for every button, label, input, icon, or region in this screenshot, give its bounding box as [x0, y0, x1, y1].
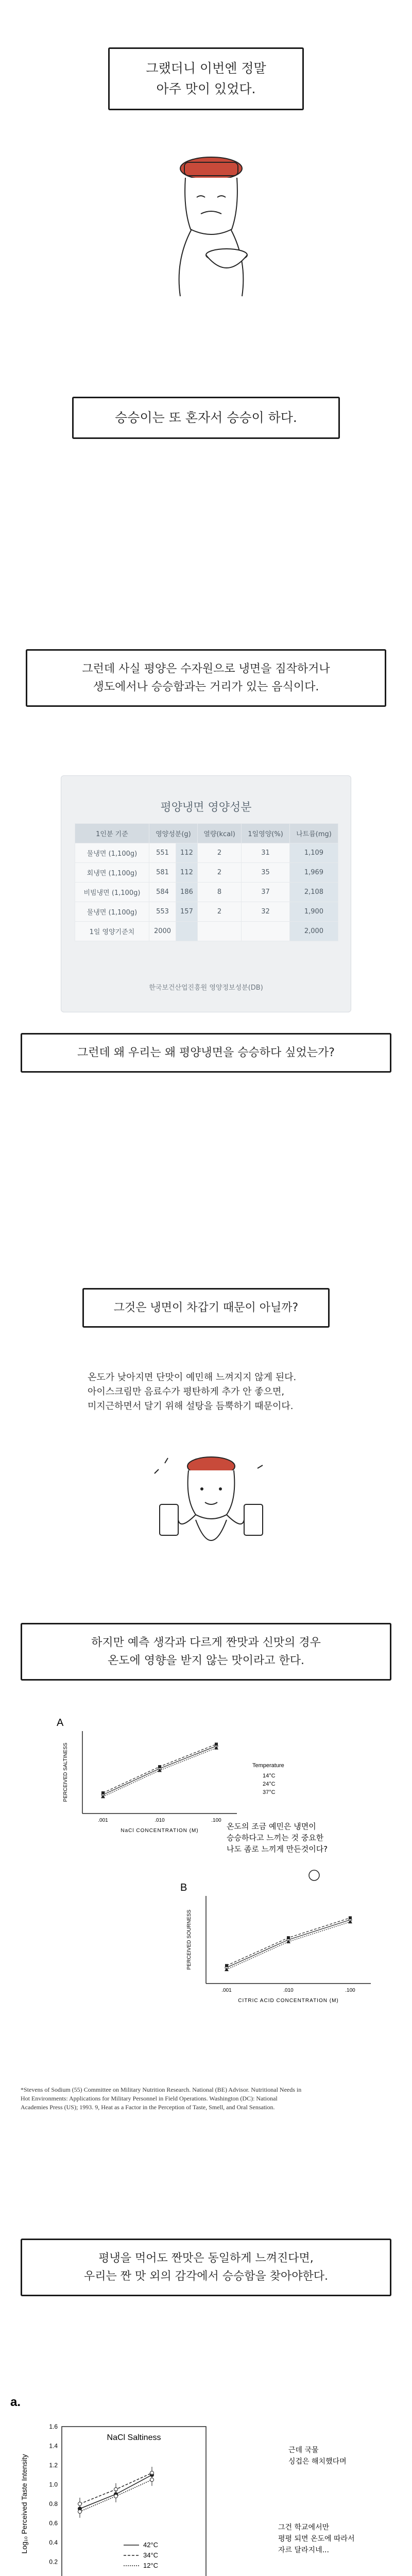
table-header-cell: 1인분 기준: [75, 824, 149, 843]
narration-line: 온도가 낮아지면 단맛이 예민해 느껴지지 않게 된다.: [88, 1372, 297, 1383]
table-cell: 37: [242, 883, 290, 902]
table-row: [75, 843, 338, 863]
y-tick-label: 0.8: [49, 2500, 58, 2507]
table-cell: 2: [197, 902, 241, 922]
table-cell: 2: [197, 863, 241, 883]
caption-line: 생도에서나 승승함과는 거리가 있는 음식이다.: [93, 681, 319, 694]
data-point: [158, 1765, 161, 1768]
table-cell: 35: [242, 863, 290, 883]
y-axis-label: PERCEIVED SOURNESS: [186, 1909, 192, 1970]
character-illustration: [149, 131, 273, 307]
table-cell: 2,000: [289, 922, 338, 941]
panel-label: B: [180, 1882, 187, 1893]
annotation-note: 온도의 조금 예민은 냉면이: [227, 1822, 316, 1831]
annotation-note: 평평 되면 온도에 따라서: [278, 2535, 355, 2543]
caption-line: 하지만 예측 생각과 다르게 짠맛과 신맛의 경우: [91, 1636, 321, 1649]
legend-entry: 14°C: [263, 1773, 276, 1779]
x-tick-label: .100: [345, 1988, 355, 1993]
table-cell: 2,108: [289, 883, 338, 902]
table-header-row: [75, 824, 338, 843]
series-line: [227, 1922, 350, 1970]
caption-line: 승승이는 또 혼자서 승승이 하다.: [115, 410, 297, 425]
table-cell: [242, 922, 290, 941]
table-cell: 물냉면 (1,100g): [75, 843, 149, 863]
table-cell: 112: [176, 863, 198, 883]
table-cell: 581: [149, 863, 176, 883]
table-cell: 1,969: [289, 863, 338, 883]
y-tick-label: 0.4: [49, 2539, 58, 2546]
data-point: [215, 1742, 218, 1745]
narration-line: 미지근하면서 달기 위해 설탕을 듬뿍하기 때문이다.: [88, 1400, 294, 1412]
table-header-cell: 1일영양(%): [242, 824, 290, 843]
caption-box-8: [21, 2239, 391, 2296]
data-point: [225, 1964, 228, 1967]
table-cell: 2: [197, 843, 241, 863]
table-cell: 1일 영양기준치: [75, 922, 149, 941]
taste-temperature-chart-1: [0, 1710, 412, 2071]
table-header-cell: 나트륨(mg): [289, 824, 338, 843]
table-row: [75, 902, 338, 922]
reference-line: Academies Press (US); 1993. 9, Heat as a Factor in the Perception of Taste, Smell, and Oral Sensation.: [21, 2103, 275, 2111]
table-cell: 553: [149, 902, 176, 922]
table-row: [75, 883, 338, 902]
caption-box-7: [21, 1623, 391, 1681]
nutrition-table: [75, 823, 338, 941]
reference-line: *Stevens of Sodium (55) Committee on Military Nutrition Research. National (BE) Advisor. Nutritional Needs in: [21, 2086, 302, 2093]
table-cell: [197, 922, 241, 941]
caption-line: 그것은 냉면이 차갑기 때문이 아닐까?: [113, 1301, 299, 1314]
legend-entry: 24°C: [263, 1781, 276, 1787]
narration-line: 아이스크림만 음료수가 평탄하게 추가 안 좋으면,: [88, 1386, 285, 1397]
data-point: [101, 1791, 105, 1794]
chart1-reference: [21, 2086, 391, 2111]
series-line: [103, 1748, 216, 1797]
y-axis-label: Log₁₀ Perceived Taste Intensity: [20, 2454, 28, 2554]
y-tick-label: 1.4: [49, 2442, 58, 2450]
panel-label: A: [57, 1717, 64, 1728]
caption-line: 평냉을 먹어도 짠맛은 동일하게 느껴진다면,: [98, 2252, 314, 2265]
y-tick-label: 1.6: [49, 2423, 58, 2430]
data-point: [78, 2502, 82, 2506]
x-axis-label: CITRIC ACID CONCENTRATION (M): [238, 1998, 339, 2004]
legend-title: Temperature: [252, 1762, 284, 1769]
legend-entry: 42°C: [143, 2541, 159, 2549]
table-cell: 회냉면 (1,100g): [75, 863, 149, 883]
annotation-note: 싱겁은 해치했다며: [288, 2458, 347, 2466]
table-cell: 584: [149, 883, 176, 902]
data-point: [287, 1936, 290, 1939]
doodle-icon: [309, 1870, 319, 1880]
annotation-note: 승승하다고 느끼는 것 중요한: [227, 1833, 324, 1842]
caption-line: 우리는 짠 맛 외의 감각에서 승승함을 찾아야한다.: [84, 2270, 328, 2283]
table-cell: 1,900: [289, 902, 338, 922]
x-tick-label: .100: [211, 1818, 221, 1823]
panel-label: a.: [10, 2395, 21, 2409]
nutrition-table-card: [61, 775, 351, 1012]
table-cell: 112: [176, 843, 198, 863]
table-header-cell: 열량(kcal): [197, 824, 241, 843]
caption-line: 아주 맛이 있었다.: [156, 81, 256, 96]
table-cell: 물냉면 (1,100g): [75, 902, 149, 922]
caption-box-2: [72, 397, 340, 439]
narration-text-6: [88, 1370, 355, 1414]
table-cell: 186: [176, 883, 198, 902]
y-tick-label: 1.2: [49, 2462, 58, 2469]
caption-line: 그랬더니 이번엔 정말: [146, 61, 266, 76]
y-tick-label: 0.6: [49, 2519, 58, 2527]
series-line: [227, 1920, 350, 1968]
data-point: [349, 1917, 352, 1920]
y-tick-label: 0.2: [49, 2558, 58, 2566]
annotation-note: 그건 학교에서만: [278, 2523, 330, 2532]
annotation-note: 자르 달라지네...: [278, 2546, 329, 2554]
table-header-cell: 영양성분(g): [149, 824, 197, 843]
plot-frame: [62, 2427, 206, 2576]
table-row: [75, 863, 338, 883]
caption-line: 그런데 사실 평양은 수자원으로 냉면을 짐작하거나: [82, 663, 330, 675]
x-tick-label: .010: [154, 1818, 165, 1823]
table-cell: 1,109: [289, 843, 338, 863]
x-tick-label: .001: [221, 1988, 232, 1993]
legend-entry: 34°C: [143, 2551, 159, 2559]
data-point: [150, 2478, 154, 2482]
x-tick-label: .001: [98, 1818, 108, 1823]
table-cell: 32: [242, 902, 290, 922]
table-cell: 31: [242, 843, 290, 863]
legend-entry: 37°C: [263, 1789, 276, 1795]
y-axis-label: PERCEIVED SALTINESS: [63, 1742, 68, 1802]
table-cell: 비빔냉면 (1,100g): [75, 883, 149, 902]
character-eating-illustration: [144, 1443, 278, 1566]
nutrition-table-title: 평양냉면 영양성분: [160, 801, 252, 814]
y-tick-label: 1.0: [49, 2481, 58, 2488]
annotation-note: 근데 국물: [288, 2446, 319, 2454]
table-cell: 157: [176, 902, 198, 922]
caption-line: 온도에 영향을 받지 않는 맛이라고 한다.: [108, 1654, 304, 1668]
caption-box-1: [108, 47, 304, 110]
caption-box-5: [82, 1288, 330, 1328]
annotation-note: 나도 좀로 느끼게 만든것이다?: [227, 1844, 328, 1854]
caption-box-3: [26, 649, 386, 707]
x-tick-label: .010: [283, 1988, 294, 1993]
data-point: [78, 2510, 82, 2514]
data-point: [114, 2495, 118, 2498]
table-row: [75, 922, 338, 941]
table-cell: 551: [149, 843, 176, 863]
reference-line: Hot Environments: Applications for Military Personnel in Field Operations. Washington (DC): National: [21, 2094, 278, 2102]
x-axis-label: NaCl CONCENTRATION (M): [121, 1828, 199, 1834]
caption-box-4: [21, 1033, 391, 1073]
table-cell: 8: [197, 883, 241, 902]
legend-entry: 12°C: [143, 2562, 159, 2569]
nacl-saltiness-chart: [0, 2391, 412, 2576]
table-cell: [176, 922, 198, 941]
table-source-note: 한국보건산업진흥원 영양정보성분(DB): [149, 984, 263, 992]
table-cell: 2000: [149, 922, 176, 941]
chart-title: NaCl Saltiness: [107, 2433, 161, 2442]
caption-line: 그런데 왜 우리는 왜 평양냉면을 승승하다 싶었는가?: [77, 1046, 335, 1059]
